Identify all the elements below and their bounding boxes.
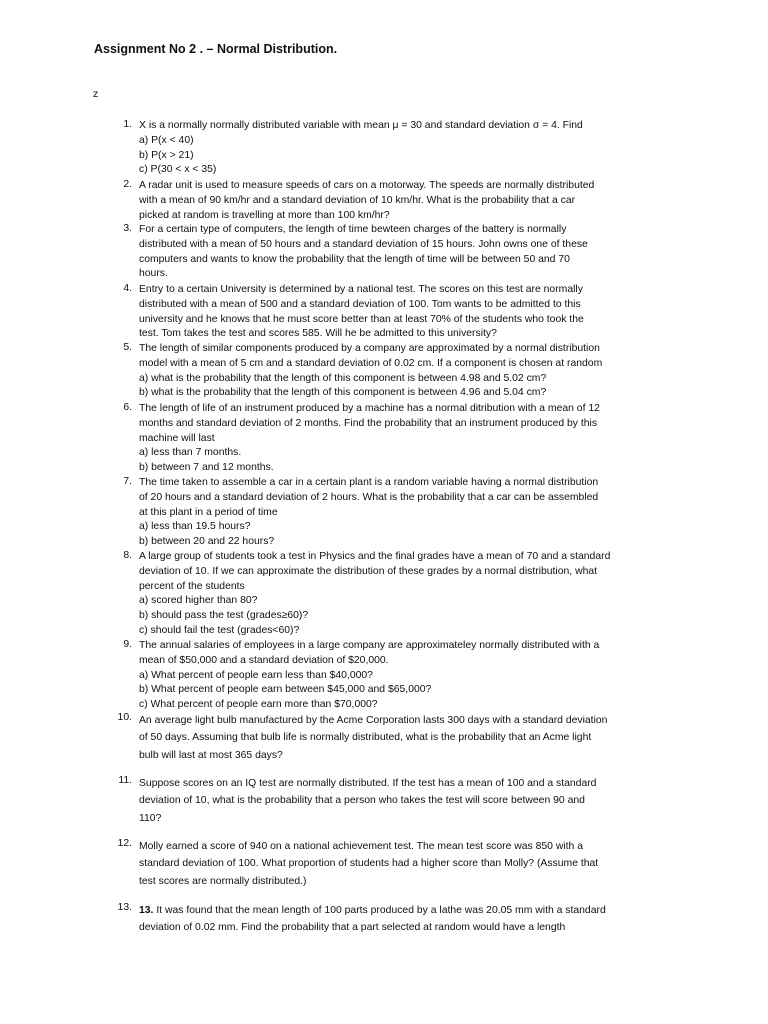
- question-line: The length of life of an instrument produced by a machine has a normal ditribution with a mean of 12: [139, 403, 600, 414]
- question-line: standard deviation of 100. What proportion of students had a higher score than Molly? (Assume that: [139, 858, 599, 870]
- question-line: distributed with a mean of 50 hours and a standard deviation of 15 hours. John owns one of these: [139, 238, 588, 250]
- question-number: 13.: [117, 902, 132, 913]
- question-line: bulb will last at most 365 days?: [139, 749, 283, 761]
- question-number: 6.: [123, 402, 132, 413]
- question-text: [139, 179, 687, 223]
- question-line: The time taken to assemble a car in a certain plant is a random variable having a normal distribution: [139, 477, 599, 488]
- question-line: For a certain type of computers, the length of time bewteen charges of the battery is normally: [139, 224, 567, 235]
- question-number: 3.: [123, 223, 132, 234]
- question-line: computers and wants to know the probability that the length of time will be between 50 and 70: [139, 253, 570, 265]
- question-text: [139, 402, 687, 476]
- question-line: machine will last: [139, 432, 215, 444]
- question-line: model with a mean of 5 cm and a standard deviation of 0.02 cm. If a component is chosen at random: [139, 357, 603, 369]
- question-number: 9.: [123, 639, 132, 650]
- question-line: deviation of 10, what is the probability that a person who takes the test will score between 90 and: [139, 795, 585, 807]
- question-line: with a mean of 90 km/hr and a standard deviation of 10 km/hr. What is the probability that a car: [139, 194, 576, 206]
- stray-mark: z: [93, 88, 99, 100]
- question-line: a) less than 19.5 hours?: [139, 521, 251, 533]
- question-line: a) what is the probability that the length of this component is between 4.98 and 5.02 cm?: [139, 372, 547, 384]
- question-line: at this plant in a period of time: [139, 506, 278, 518]
- question-number: 11.: [118, 775, 132, 786]
- question-line: a) less than 7 months.: [139, 447, 242, 459]
- question-line: A radar unit is used to measure speeds of cars on a motorway. The speeds are normally distributed: [139, 180, 595, 191]
- question-line: The length of similar components produced by a company are approximated by a normal distribution: [139, 343, 600, 354]
- question-text: [139, 342, 687, 401]
- question-number: 12.: [117, 838, 132, 849]
- question-line: b) What percent of people earn between $45,000 and $65,000?: [139, 684, 432, 696]
- question-line: of 50 days. Assuming that bulb life is normally distributed, what is the probability that an Acme light: [139, 732, 592, 744]
- question-line: An average light bulb manufactured by the Acme Corporation lasts 300 days with a standard deviation: [139, 715, 608, 726]
- question-number: 1.: [123, 119, 132, 130]
- question-line: picked at random is travelling at more than 100 km/hr?: [139, 209, 390, 221]
- question-number: 2.: [123, 179, 132, 190]
- question-line: deviation of 10. If we can approximate the distribution of these grades by a normal distribution, what: [139, 565, 598, 577]
- question-text: [139, 639, 687, 713]
- question-line: deviation of 0.02 mm. Find the probability that a part selected at random would have a length: [139, 922, 566, 934]
- question-line: b) what is the probability that the length of this component is between 4.96 and 5.04 cm?: [139, 387, 547, 399]
- question-line: c) should fail the test (grades<60)?: [139, 624, 300, 636]
- question-line: of 20 hours and a standard deviation of 2 hours. What is the probability that a car can be assembled: [139, 491, 599, 503]
- question-number: 8.: [123, 550, 132, 561]
- question-line: b) between 20 and 22 hours?: [139, 536, 275, 548]
- question-bold-prefix: 13.: [139, 905, 154, 916]
- question-number: 4.: [123, 283, 132, 294]
- question-text: [139, 838, 687, 890]
- question-line: c) P(30 < x < 35): [139, 164, 217, 176]
- question-line: b) P(x > 21): [139, 149, 194, 161]
- question-line: Entry to a certain University is determined by a national test. The scores on this test are normally: [139, 284, 583, 295]
- question-number: 10.: [117, 712, 132, 723]
- question-text: [139, 223, 687, 282]
- assignment-title: Assignment No 2 . – Normal Distribution.: [94, 42, 338, 56]
- question-text: [139, 902, 687, 937]
- question-line: c) What percent of people earn more than $70,000?: [139, 699, 378, 711]
- question-line: hours.: [139, 268, 168, 280]
- question-line: b) should pass the test (grades≥60)?: [139, 610, 309, 622]
- question-line: 110?: [139, 812, 162, 824]
- question-line: A large group of students took a test in Physics and the final grades have a mean of 70 and a standard: [139, 551, 611, 562]
- question-number: 5.: [123, 342, 132, 353]
- question-line: b) between 7 and 12 months.: [139, 462, 274, 474]
- question-line: university and he knows that he must score better than at least 70% of the students who took the: [139, 313, 584, 325]
- question-line: Suppose scores on an IQ test are normally distributed. If the test has a mean of 100 and a standard: [139, 778, 597, 789]
- question-line: test. Tom takes the test and scores 585. Will he be admitted to this university?: [139, 328, 497, 340]
- question-text: [139, 550, 687, 639]
- question-line: a) scored higher than 80?: [139, 595, 258, 607]
- question-line: The annual salaries of employees in a large company are approximateley normally distributed with a: [139, 640, 600, 651]
- question-text: [139, 119, 687, 178]
- question-number: 7.: [123, 476, 132, 487]
- question-text: [139, 775, 687, 827]
- question-line: a) P(x < 40): [139, 134, 194, 146]
- question-line: a) What percent of people earn less than $40,000?: [139, 669, 373, 681]
- question-line: [139, 902, 687, 919]
- question-line: distributed with a mean of 500 and a standard deviation of 100. Tom wants to be admitted to this: [139, 298, 581, 310]
- question-line: test scores are normally distributed.): [139, 875, 307, 887]
- question-line-text: It was found that the mean length of 100 parts produced by a lathe was 20.05 mm with a standard: [153, 905, 606, 916]
- question-line: percent of the students: [139, 580, 245, 592]
- question-text: [139, 476, 687, 550]
- question-line: X is a normally normally distributed variable with mean μ = 30 and standard deviation σ = 4. Find: [139, 120, 583, 131]
- question-line: Molly earned a score of 940 on a national achievement test. The mean test score was 850 with a: [139, 841, 583, 852]
- question-text: [139, 283, 687, 342]
- question-line: mean of $50,000 and a standard deviation of $20,000.: [139, 654, 389, 666]
- question-line: months and standard deviation of 2 months. Find the probability that an instrument produced by this: [139, 417, 598, 429]
- question-text: [139, 712, 687, 764]
